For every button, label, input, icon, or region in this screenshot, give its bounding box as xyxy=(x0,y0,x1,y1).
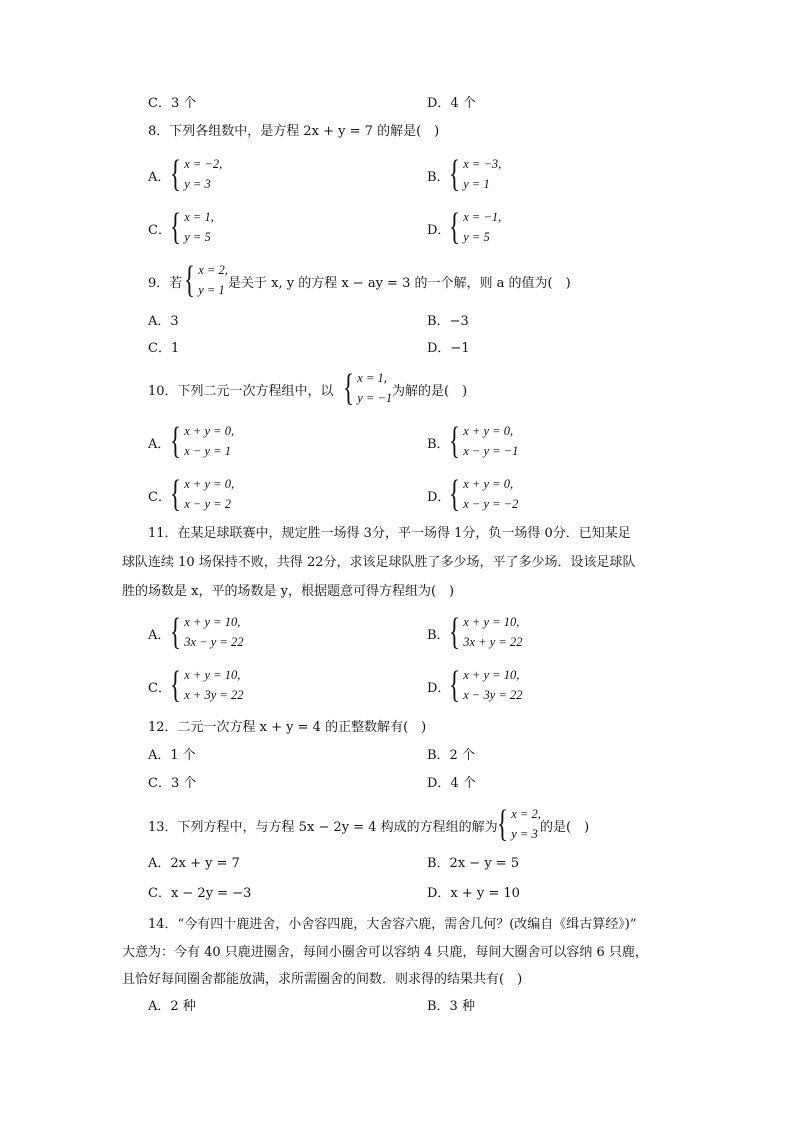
q7-option-d: D．4 个 xyxy=(427,96,476,111)
equation-row: x + y = 0, xyxy=(184,477,235,491)
equation-row: x + y = 10, xyxy=(184,615,241,629)
equation-row: x − 3y = 22 xyxy=(463,688,523,702)
q10-option-b-system xyxy=(449,421,518,461)
q7-option-c: C．3 个 xyxy=(148,96,197,111)
q9-option-b: B．−3 xyxy=(427,314,469,329)
q9-option-c: C．1 xyxy=(148,341,180,356)
q13-suffix: 的是( ) xyxy=(540,820,590,835)
brace-icon: { xyxy=(449,153,460,195)
equation-row: y = 5 xyxy=(463,230,490,244)
brace-icon: { xyxy=(184,259,195,301)
q14-stem-line-3: 且恰好每间圈舍都能放满，求所需圈舍的间数．则求得的结果共有( ) xyxy=(122,972,523,987)
brace-icon: { xyxy=(497,803,508,845)
equation-row: x + y = 0, xyxy=(463,477,514,491)
q8-option-d-label: D． xyxy=(427,223,451,238)
q9-option-d: D．−1 xyxy=(427,341,470,356)
q11-option-b-system xyxy=(449,612,522,652)
q8-option-b-system xyxy=(449,154,501,194)
equation-row: x = −1, xyxy=(463,210,502,224)
q8-option-c-system xyxy=(170,207,214,247)
equation-row: x − y = −1 xyxy=(463,444,519,458)
q9-system xyxy=(184,260,228,300)
q10-option-d-label: D． xyxy=(427,490,451,505)
brace-icon: { xyxy=(449,420,460,462)
q14-stem-line-2: 大意为：今有 40 只鹿进圈舍，每间小圈舍可以容纳 4 只鹿，每间大圈舍可以容纳 6 只鹿， xyxy=(122,945,648,960)
equation-row: x − y = −2 xyxy=(463,497,519,511)
q11-option-a-system xyxy=(170,612,243,652)
q11-option-c-system xyxy=(170,665,243,705)
q11-option-a-label: A． xyxy=(148,628,171,643)
equation-row: x = 2, xyxy=(198,263,228,277)
q14-option-a: A．2 种 xyxy=(148,999,196,1014)
q11-option-c-label: C． xyxy=(148,681,171,696)
q14-stem-line-1: 14．“今有四十鹿进舍，小舍容四鹿，大舍容六鹿，需舍几何？(改编自《缉古算经》)” xyxy=(148,917,637,932)
brace-icon: { xyxy=(170,420,181,462)
equation-row: x + 3y = 22 xyxy=(184,688,244,702)
q10-option-b-label: B． xyxy=(427,437,450,452)
q9-option-a: A．3 xyxy=(148,314,179,329)
q10-option-c-label: C． xyxy=(148,490,171,505)
brace-icon: { xyxy=(343,367,354,409)
q13-prefix: 13．下列方程中，与方程 5x − 2y = 4 构成的方程组的解为 xyxy=(148,820,498,835)
q13-option-d: D．x + y = 10 xyxy=(427,886,520,901)
q8-stem: 8．下列各组数中，是方程 2x + y = 7 的解是( ) xyxy=(148,124,440,139)
q10-option-a-label: A． xyxy=(148,437,171,452)
q11-stem-line-1: 11．在某足球联赛中，规定胜一场得 3分，平一场得 1分，负一场得 0分．已知某足 xyxy=(148,526,631,541)
equation-row: y = 3 xyxy=(511,827,538,841)
q11-stem-line-2: 球队连续 10 场保持不败，共得 22分，求该足球队胜了多少场，平了多少场．设该足球队 xyxy=(122,555,636,570)
q14-option-b: B．3 种 xyxy=(427,999,475,1014)
equation-row: x + y = 10, xyxy=(463,615,520,629)
equation-row: 3x + y = 22 xyxy=(463,635,523,649)
q10-option-c-system xyxy=(170,474,234,514)
equation-row: x + y = 0, xyxy=(463,424,514,438)
equation-row: y = 5 xyxy=(184,230,211,244)
equation-row: y = −1 xyxy=(357,391,393,405)
q8-option-c-label: C． xyxy=(148,223,171,238)
equation-row: y = 1 xyxy=(198,283,225,297)
equation-row: x = 1, xyxy=(357,371,387,385)
q11-option-b-label: B． xyxy=(427,628,450,643)
equation-row: y = 1 xyxy=(463,177,490,191)
equation-row: x = 1, xyxy=(184,210,214,224)
equation-row: x + y = 0, xyxy=(184,424,235,438)
brace-icon: { xyxy=(449,206,460,248)
equation-row: x + y = 10, xyxy=(184,668,241,682)
q9-prefix: 9．若 xyxy=(148,276,183,291)
q13-option-c: C．x − 2y = −3 xyxy=(148,886,252,901)
q13-option-b: B．2x − y = 5 xyxy=(427,856,520,871)
brace-icon: { xyxy=(170,153,181,195)
equation-row: x − y = 1 xyxy=(184,444,231,458)
brace-icon: { xyxy=(170,664,181,706)
q8-option-a-label: A． xyxy=(148,170,171,185)
brace-icon: { xyxy=(170,611,181,653)
q13-system xyxy=(497,804,541,844)
q10-system xyxy=(343,368,392,408)
brace-icon: { xyxy=(170,206,181,248)
brace-icon: { xyxy=(449,611,460,653)
q11-option-d-label: D． xyxy=(427,681,451,696)
equation-row: x = 2, xyxy=(511,807,541,821)
q11-stem-line-3: 胜的场数是 x，平的场数是 y，根据题意可得方程组为( ) xyxy=(122,584,455,599)
equation-row: x = −3, xyxy=(463,157,502,171)
brace-icon: { xyxy=(170,473,181,515)
equation-row: x − y = 2 xyxy=(184,497,231,511)
q10-option-d-system xyxy=(449,474,518,514)
q9-suffix: 是关于 x, y 的方程 x − ay = 3 的一个解，则 a 的值为( ) xyxy=(228,276,571,291)
equation-row: 3x − y = 22 xyxy=(184,635,244,649)
q11-option-d-system xyxy=(449,665,522,705)
q12-stem: 12．二元一次方程 x + y = 4 的正整数解有( ) xyxy=(148,720,427,735)
q8-option-a-system xyxy=(170,154,222,194)
q8-option-b-label: B． xyxy=(427,170,450,185)
q8-option-d-system xyxy=(449,207,501,247)
q10-option-a-system xyxy=(170,421,234,461)
brace-icon: { xyxy=(449,664,460,706)
q12-option-d: D．4 个 xyxy=(427,776,476,791)
q12-option-c: C．3 个 xyxy=(148,776,197,791)
brace-icon: { xyxy=(449,473,460,515)
q10-prefix: 10．下列二元一次方程组中，以 xyxy=(148,384,334,399)
equation-row: y = 3 xyxy=(184,177,211,191)
q10-suffix: 为解的是( ) xyxy=(392,384,468,399)
q12-option-b: B．2 个 xyxy=(427,748,475,763)
q12-option-a: A．1 个 xyxy=(148,748,196,763)
q13-option-a: A．2x + y = 7 xyxy=(148,856,240,871)
equation-row: x = −2, xyxy=(184,157,223,171)
equation-row: x + y = 10, xyxy=(463,668,520,682)
